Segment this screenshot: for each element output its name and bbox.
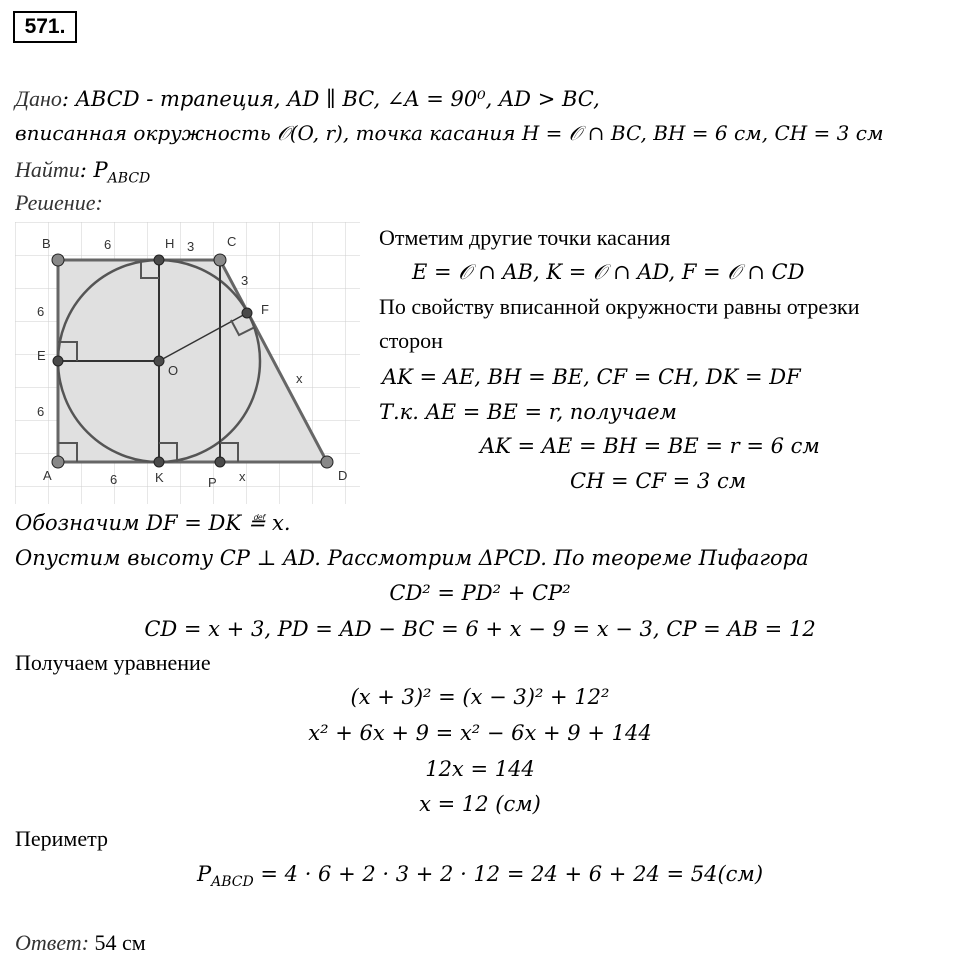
right-line-6: Т.к. AE = BE = r, получаем: [379, 400, 677, 424]
point-label: C: [227, 234, 237, 249]
segment-label: x: [239, 469, 246, 484]
segment-label: 3: [187, 239, 195, 254]
perimeter-subscript: ABCD: [211, 874, 254, 891]
point-label: B: [42, 236, 51, 251]
segment-label: 6: [110, 472, 118, 487]
equation-2: CD = x + 3, PD = AD − BC = 6 + x − 9 = x − 3, CP = AB = 12: [144, 617, 816, 641]
point-label: A: [43, 468, 52, 483]
solution-label: Решение:: [15, 190, 103, 215]
find-subscript: ABCD: [107, 170, 151, 187]
perimeter-p: P: [196, 862, 212, 886]
right-line-3: По свойству вписанной окружности равны отрезки: [379, 294, 860, 319]
given-label: Дано: [15, 86, 62, 111]
segment-label: x: [296, 371, 303, 386]
drop-height-line: Опустим высоту CP ⊥ AD. Рассмотрим ΔPCD. По теореме Пифагора: [15, 546, 809, 570]
problem-number: 571.: [13, 11, 77, 43]
point-label: H: [165, 236, 175, 251]
perimeter-expression: = 4 · 6 + 2 · 3 + 2 · 12 = 24 + 6 + 24 = 54(см): [253, 862, 764, 886]
answer-label: Ответ:: [15, 930, 90, 955]
point-label: P: [208, 475, 217, 490]
denote-line: Обозначим DF = DK ≝ x.: [15, 511, 291, 535]
equation-1: CD² = PD² + CP²: [389, 581, 571, 605]
point-label: K: [155, 470, 164, 485]
segment-label: 3: [241, 273, 249, 288]
answer-value: 54 см: [94, 930, 146, 955]
segment-label: 6: [37, 404, 45, 419]
get-equation-line: Получаем уравнение: [15, 650, 211, 675]
solution-label-text: Решение: [15, 190, 96, 215]
perimeter-formula: [0, 861, 960, 895]
equation-6: x = 12 (см): [419, 792, 541, 816]
given-text-1: : ABCD - трапеция, AD ∥ BC, ∠A = 90⁰, AD > BC,: [61, 87, 600, 111]
equation-5: 12x = 144: [425, 757, 535, 781]
right-line-7: AK = AE = BH = BE = r = 6 см: [480, 434, 820, 458]
find-text: : P: [79, 158, 108, 182]
right-line-5: AK = AE, BH = BE, CF = CH, DK = DF: [382, 365, 801, 389]
point-label: O: [168, 363, 179, 378]
right-line-8: CH = CF = 3 см: [570, 469, 747, 493]
given-line-1: [15, 86, 600, 112]
segment-label: 6: [37, 304, 45, 319]
segment-label: 6: [104, 237, 112, 252]
right-line-4: сторон: [379, 328, 443, 353]
point-label: F: [261, 302, 269, 317]
given-line-2: вписанная окружность 𝒪(O, r), точка касания H = 𝒪 ∩ BC, BH = 6 см, CH = 3 см: [15, 121, 884, 145]
equation-3: (x + 3)² = (x − 3)² + 12²: [350, 685, 610, 709]
find-label: Найти: [15, 157, 80, 182]
right-line-1: Отметим другие точки касания: [379, 225, 671, 250]
right-line-2: E = 𝒪 ∩ AB, K = 𝒪 ∩ AD, F = 𝒪 ∩ CD: [412, 260, 805, 284]
find-line: [15, 157, 150, 191]
perimeter-label: Периметр: [15, 826, 108, 851]
point-label: D: [338, 468, 348, 483]
trapezoid-figure: [15, 222, 360, 504]
answer-line: [15, 930, 146, 956]
equation-4: x² + 6x + 9 = x² − 6x + 9 + 144: [308, 721, 652, 745]
point-label: E: [37, 348, 46, 363]
